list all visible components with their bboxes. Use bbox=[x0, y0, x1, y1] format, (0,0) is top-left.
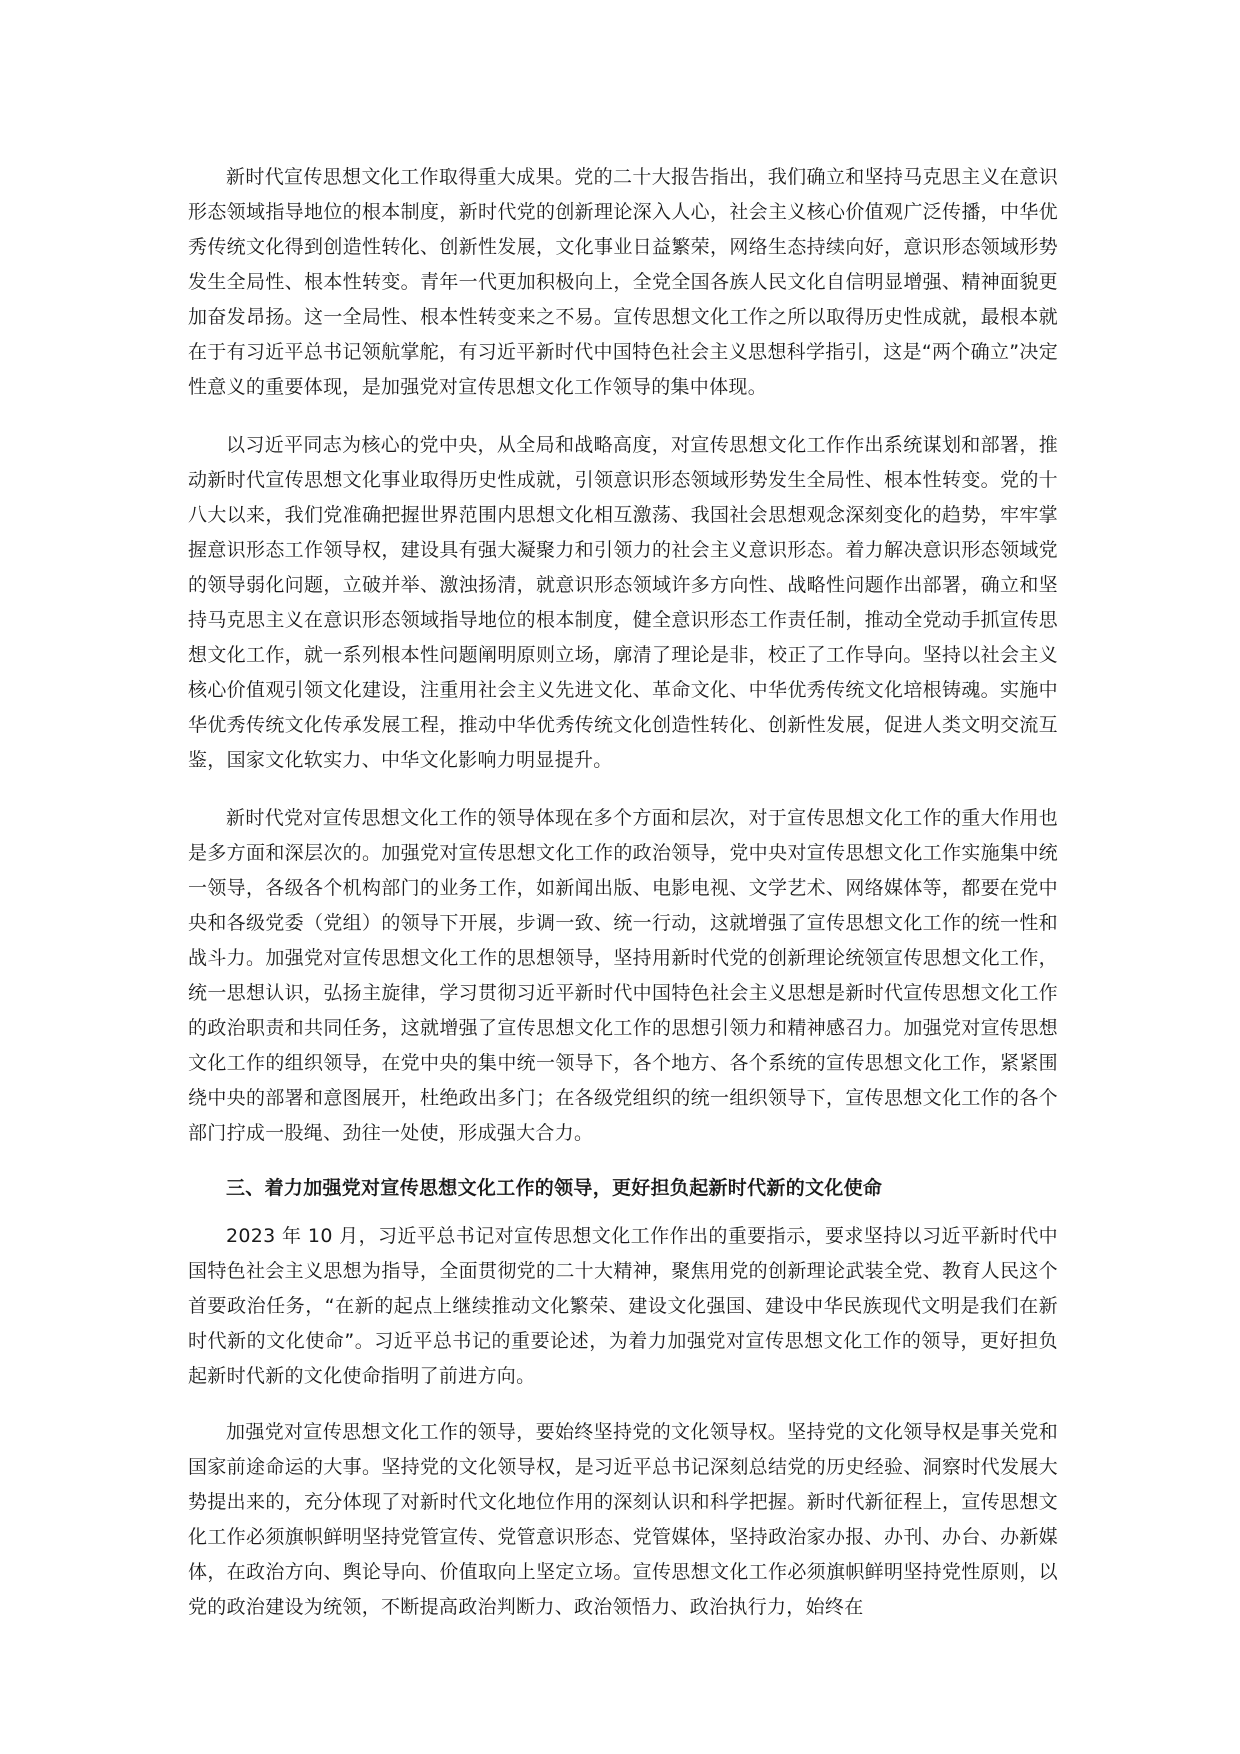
body-paragraph-1: 新时代宣传思想文化工作取得重大成果。党的二十大报告指出，我们确立和坚持马克思主义在意识形态领域指导地位的根本制度，新时代党的创新理论深入人心，社会主义核心价值观广泛传播，中华优秀传统文化得到创造性转化、创新性发展，文化事业日益繁荣，网络生态持续向好，意识形态领域形势发生全局性、根本性转变。青年一代更加积极向上，全党全国各族人民文化自信明显增强、精神面貌更加奋发昂扬。这一全局性、根本性转变来之不易。宣传思想文化工作之所以取得历史性成就，最根本就在于有习近平总书记领航掌舵，有习近平新时代中国特色社会主义思想科学指引，这是“两个确立”决定性意义的重要体现，是加强党对宣传思想文化工作领导的集中体现。 bbox=[188, 166, 1058, 398]
body-paragraph-2: 以习近平同志为核心的党中央，从全局和战略高度，对宣传思想文化工作作出系统谋划和部署，推动新时代宣传思想文化事业取得历史性成就，引领意识形态领域形势发生全局性、根本性转变。党的十八大以来，我们党准确把握世界范围内思想文化相互激荡、我国社会思想观念深刻变化的趋势，牢牢掌握意识形态工作领导权，建设具有强大凝聚力和引领力的社会主义意识形态。着力解决意识形态领域党的领导弱化问题，立破并举、激浊扬清，就意识形态领域许多方向性、战略性问题作出部署，确立和坚持马克思主义在意识形态领域指导地位的根本制度，健全意识形态工作责任制，推动全党动手抓宣传思想文化工作，就一系列根本性问题阐明原则立场，廓清了理论是非，校正了工作导向。坚持以社会主义核心价值观引领文化建设，注重用社会主义先进文化、革命文化、中华优秀传统文化培根铸魂。实施中华优秀传统文化传承发展工程，推动中华优秀传统文化创造性转化、创新性发展，促进人类文明交流互鉴，国家文化软实力、中华文化影响力明显提升。 bbox=[188, 434, 1058, 771]
body-paragraph-3: 新时代党对宣传思想文化工作的领导体现在多个方面和层次，对于宣传思想文化工作的重大作用也是多方面和深层次的。加强党对宣传思想文化工作的政治领导，党中央对宣传思想文化工作实施集中统一领导，各级各个机构部门的业务工作，如新闻出版、电影电视、文学艺术、网络媒体等，都要在党中央和各级党委（党组）的领导下开展，步调一致、统一行动，这就增强了宣传思想文化工作的统一性和战斗力。加强党对宣传思想文化工作的思想领导，坚持用新时代党的创新理论统领宣传思想文化工作，统一思想认识，弘扬主旋律，学习贯彻习近平新时代中国特色社会主义思想是新时代宣传思想文化工作的政治职责和共同任务，这就增强了宣传思想文化工作的思想引领力和精神感召力。加强党对宣传思想文化工作的组织领导，在党中央的集中统一领导下，各个地方、各个系统的宣传思想文化工作，紧紧围绕中央的部署和意图展开，杜绝政出多门；在各级党组织的统一组织领导下，宣传思想文化工作的各个部门拧成一股绳、劲往一处使，形成强大合力。 bbox=[188, 807, 1058, 1144]
document-page bbox=[188, 160, 1058, 1625]
section-heading: 三、着力加强党对宣传思想文化工作的领导，更好担负起新时代新的文化使命 bbox=[226, 1177, 883, 1199]
section-paragraph-1: 2023 年 10 月，习近平总书记对宣传思想文化工作作出的重要指示，要求坚持以习近平新时代中国特色社会主义思想为指导，全面贯彻党的二十大精神，聚焦用党的创新理论武装全党、教育人民这个首要政治任务，“在新的起点上继续推动文化繁荣、建设文化强国、建设中华民族现代文明是我们在新时代新的文化使命”。习近平总书记的重要论述，为着力加强党对宣传思想文化工作的领导，更好担负起新时代新的文化使命指明了前进方向。 bbox=[188, 1225, 1058, 1387]
section-paragraph-2: 加强党对宣传思想文化工作的领导，要始终坚持党的文化领导权。坚持党的文化领导权是事关党和国家前途命运的大事。坚持党的文化领导权，是习近平总书记深刻总结党的历史经验、洞察时代发展大势提出来的，充分体现了对新时代文化地位作用的深刻认识和科学把握。新时代新征程上，宣传思想文化工作必须旗帜鲜明坚持党管宣传、党管意识形态、党管媒体，坚持政治家办报、办刊、办台、办新媒体，在政治方向、舆论导向、价值取向上坚定立场。宣传思想文化工作必须旗帜鲜明坚持党性原则，以党的政治建设为统领，不断提高政治判断力、政治领悟力、政治执行力，始终在 bbox=[188, 1421, 1058, 1618]
